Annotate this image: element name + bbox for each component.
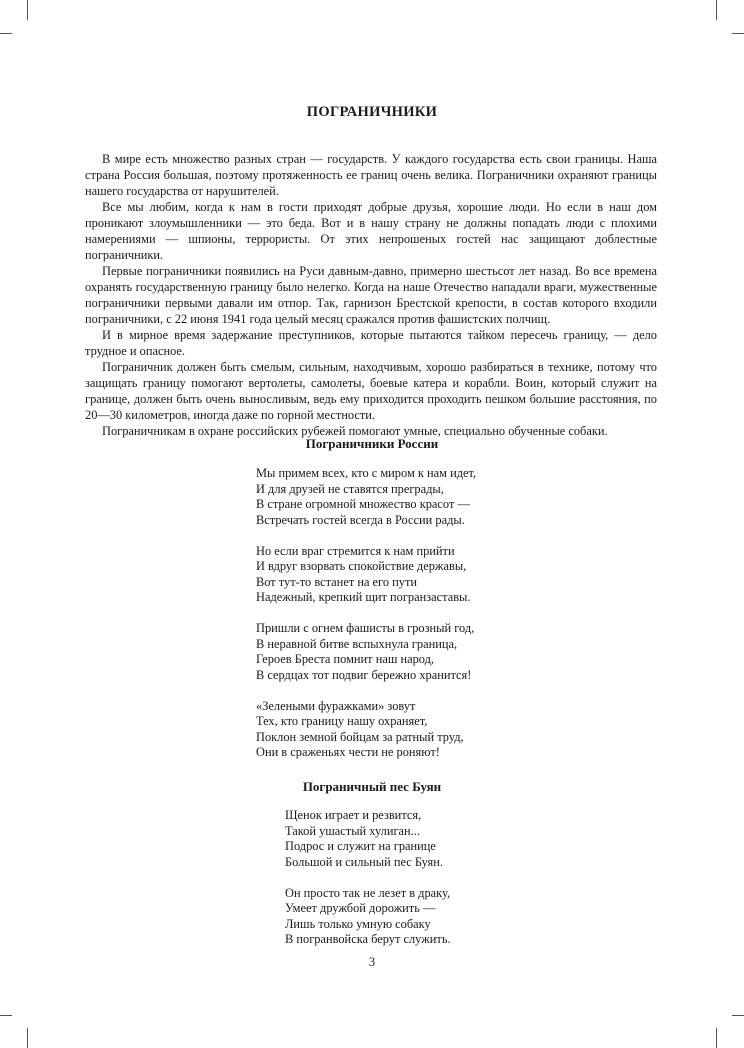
page-title: ПОГРАНИЧНИКИ xyxy=(306,104,438,120)
verse-line: В стране огромной множество красот — xyxy=(256,497,470,511)
crop-mark-top-right-h xyxy=(732,33,744,34)
stanza xyxy=(285,808,451,870)
verse-line: Умеет дружбой дорожить — xyxy=(285,901,436,915)
verse-line: Надежный, крепкий щит погранзаставы. xyxy=(256,590,471,604)
verse-line: Но если враг стремится к нам прийти xyxy=(256,543,455,558)
paragraph: В мире есть множество разных стран — государств. У каждого государства есть свои границы. Наша страна Россия большая, поэтому протяженность ее границ очень велика. Пограничники охраняют границы нашего государства от нарушителей. xyxy=(85,152,657,198)
poem-border-guards xyxy=(256,466,476,761)
paragraph: Первые пограничники появились на Руси давным-давно, примерно шестьсот лет назад. Во все времена охранять государственную границу было нелегко. Когда на наше Отечество нападали враги, мужественные пограничники первыми давали им отпор. Так, гарнизон Брестской крепости, в состав которого входили пограничники, с 22 июня 1941 года целый месяц сражался против фашистских полчищ. xyxy=(85,264,657,326)
verse-line: Встречать гостей всегда в России рады. xyxy=(256,512,465,527)
paragraph: И в мирное время задержание преступников, которые пытаются тайком пересечь границу, — дело трудное и опасное. xyxy=(85,328,657,358)
stanza xyxy=(285,886,451,948)
page-number: 3 xyxy=(368,955,376,969)
verse-line: Вот тут-то встанет на его пути xyxy=(256,574,417,589)
verse-line: Героев Бреста помнит наш народ, xyxy=(256,652,435,666)
poem-title-border-dog: Пограничный пес Буян xyxy=(302,779,442,794)
verse-line: Поклон земной бойцам за ратный труд, xyxy=(256,729,464,744)
verse-line: Такой ушастый хулиган... xyxy=(285,823,420,838)
stanza xyxy=(256,621,476,683)
verse-line: В сердцах тот подвиг бережно хранится! xyxy=(256,667,472,682)
verse-line: Он просто так не лезет в драку, xyxy=(285,885,451,900)
crop-mark-bottom-left-h xyxy=(0,1015,12,1016)
crop-mark-top-right xyxy=(716,0,717,20)
verse-line: Щенок играет и резвится, xyxy=(285,808,422,822)
poem-border-dog xyxy=(285,808,451,948)
crop-mark-top-left-h xyxy=(0,33,12,34)
paragraph: Пограничникам в охране российских рубежей помогают умные, специально обученные собаки. xyxy=(102,424,608,438)
stanza xyxy=(256,699,476,761)
verse-line: Подрос и служит на границе xyxy=(285,839,436,853)
crop-mark-bottom-right-h xyxy=(732,1015,744,1016)
verse-line: В погранвойска берут служить. xyxy=(285,932,451,946)
verse-line: Пришли с огнем фашисты в грозный год, xyxy=(256,621,475,635)
prose-block xyxy=(85,151,657,439)
crop-mark-top-left xyxy=(27,0,28,20)
stanza xyxy=(256,466,476,528)
stanza xyxy=(256,544,476,606)
crop-mark-bottom-left xyxy=(27,1028,28,1048)
verse-line: И для друзей не ставятся преграды, xyxy=(256,481,444,496)
verse-line: Лишь только умную собаку xyxy=(285,916,431,931)
verse-line: И вдруг взорвать спокойствие державы, xyxy=(256,559,467,573)
verse-line: Мы примем всех, кто с миром к нам идет, xyxy=(256,466,477,480)
paragraph: Все мы любим, когда к нам в гости приходят добрые друзья, хорошие люди. Но если в наш дом проникают злоумышленники — это беда. Вот и в нашу страну не должны попадать люди с плохими намерениями — шпионы, террористы. От этих непрошеных гостей нас защищают доблестные пограничники. xyxy=(85,200,657,262)
verse-line: В неравной битве вспыхнула граница, xyxy=(256,636,458,651)
verse-line: «Зелеными фуражками» зовут xyxy=(256,698,416,713)
poem-title-border-guards: Пограничники России xyxy=(305,436,439,451)
verse-line: Большой и сильный пес Буян. xyxy=(285,854,443,869)
crop-mark-bottom-right xyxy=(716,1028,717,1048)
verse-line: Они в сраженьях чести не роняют! xyxy=(256,745,440,759)
paragraph: Пограничник должен быть смелым, сильным, находчивым, хорошо разбираться в технике, потому что защищать границу помогают вертолеты, самолеты, боевые катера и корабли. Воин, который служит на границе, должен быть очень выносливым, ведь ему приходится проходить пешком большие расстояния, по 20—30 километров, иногда даже по горной местности. xyxy=(85,360,657,422)
verse-line: Тех, кто границу нашу охраняет, xyxy=(256,714,428,728)
